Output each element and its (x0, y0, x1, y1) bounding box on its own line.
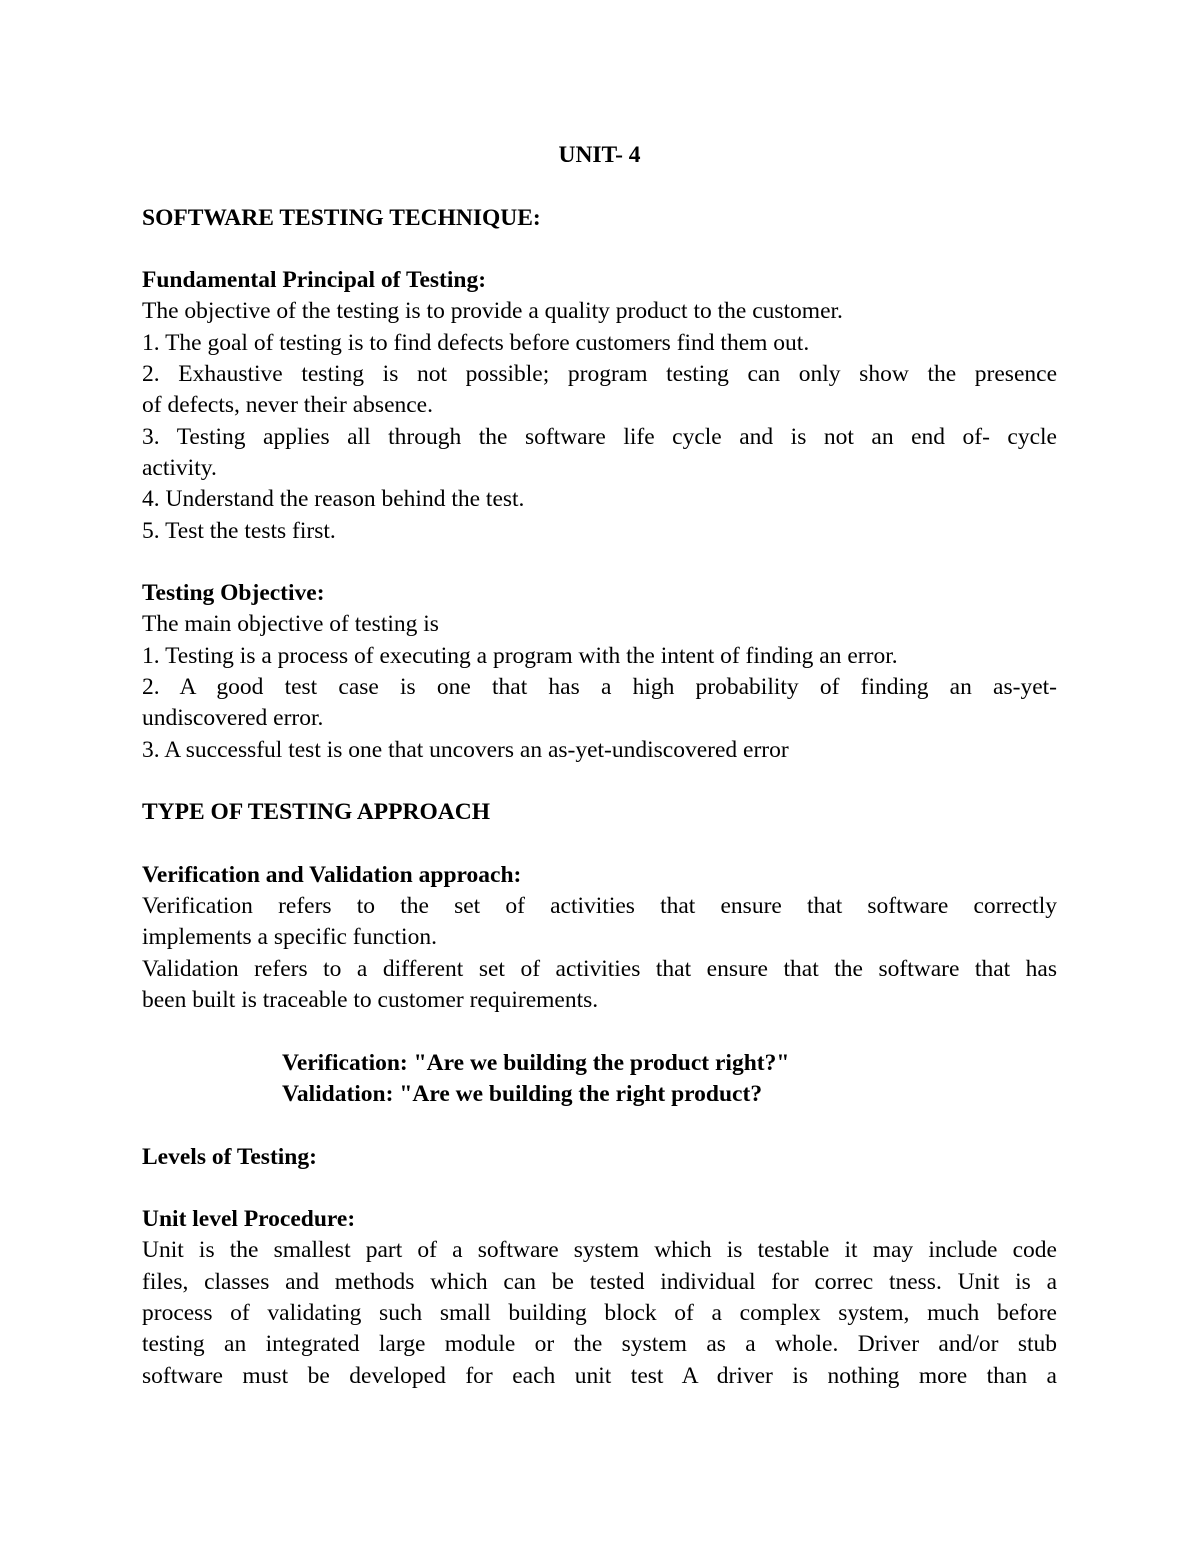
principle-3-line-2: activity. (142, 454, 217, 481)
unit-paragraph-line-1: Unit is the smallest part of a software system which is testable it may include code (142, 1237, 1057, 1264)
principle-4: 4. Understand the reason behind the test. (142, 486, 525, 513)
document-page (142, 140, 1057, 1392)
levels-heading: Levels of Testing: (142, 1143, 317, 1170)
objective-2-line-2: undiscovered error. (142, 705, 324, 732)
fundamentals-heading: Fundamental Principal of Testing: (142, 267, 487, 294)
unit-paragraph-line-4: testing an integrated large module or the system as a whole. Driver and/or stub (142, 1331, 1057, 1358)
principle-2-line-1: 2. Exhaustive testing is not possible; program testing can only show the presence (142, 361, 1057, 388)
spacer (142, 547, 1057, 578)
spacer (142, 1016, 1057, 1047)
unit-paragraph-line-2: files, classes and methods which can be tested individual for correc tness. Unit is a (142, 1268, 1057, 1295)
vv-heading: Verification and Validation approach: (142, 861, 522, 888)
verification-line-1: Verification refers to the set of activities that ensure that software correctly (142, 893, 1057, 920)
objective-heading: Testing Objective: (142, 580, 325, 607)
spacer (142, 1110, 1057, 1141)
unit-paragraph-line-5: software must be developed for each unit test A driver is nothing more than a (142, 1362, 1057, 1389)
unit-title: UNIT- 4 (558, 142, 641, 168)
objective-intro: The main objective of testing is (142, 611, 439, 638)
objective-2-line-1: 2. A good test case is one that has a high probability of finding an as-yet- (142, 674, 1057, 701)
fundamentals-intro: The objective of the testing is to provide a quality product to the customer. (142, 298, 843, 325)
verification-line-2: implements a specific function. (142, 924, 437, 951)
validation-line-1: Validation refers to a different set of activities that ensure that the software that has (142, 955, 1057, 982)
verification-quote: Verification: "Are we building the product right?" (282, 1049, 790, 1076)
spacer (142, 234, 1057, 265)
objective-3: 3. A successful test is one that uncovers an as-yet-undiscovered error (142, 736, 789, 763)
objective-1: 1. Testing is a process of executing a program with the intent of finding an error. (142, 642, 898, 669)
approach-heading: TYPE OF TESTING APPROACH (142, 799, 490, 826)
validation-quote: Validation: "Are we building the right product? (282, 1080, 763, 1107)
spacer (142, 171, 1057, 202)
unit-paragraph-line-3: process of validating such small building block of a complex system, much before (142, 1299, 1057, 1326)
spacer (142, 766, 1057, 797)
principle-2-line-2: of defects, never their absence. (142, 392, 433, 419)
section-title: SOFTWARE TESTING TECHNIQUE: (142, 204, 541, 231)
validation-line-2: been built is traceable to customer requirements. (142, 987, 599, 1014)
spacer (142, 829, 1057, 860)
spacer (142, 1173, 1057, 1204)
principle-5: 5. Test the tests first. (142, 517, 336, 544)
unit-level-heading: Unit level Procedure: (142, 1206, 356, 1233)
principle-1: 1. The goal of testing is to find defects before customers find them out. (142, 329, 810, 356)
principle-3-line-1: 3. Testing applies all through the software life cycle and is not an end of- cycle (142, 423, 1057, 450)
